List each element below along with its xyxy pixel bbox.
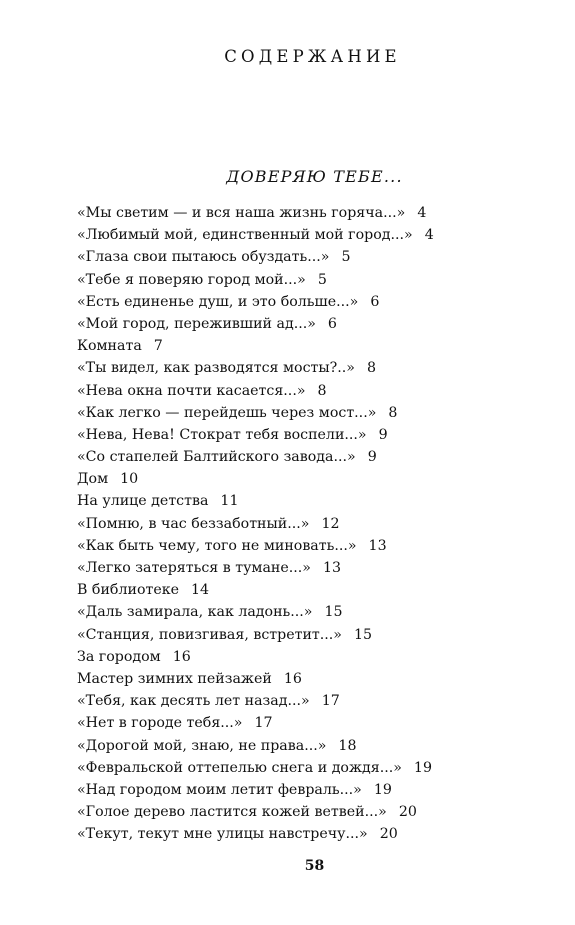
toc-entry-title: «Как легко — перейдешь через мост...» [77,404,377,421]
toc-entry-page: 6 [370,293,380,310]
toc-entry-page: 17 [321,693,340,710]
toc-entry-title: «Есть единенье душ, и это больше...» [77,293,359,310]
toc-entry-page: 4 [424,227,434,244]
toc-entry-title: «Станция, повизгивая, встретит...» [77,626,342,643]
toc-entry-title: «Со стапелей Балтийского завода...» [77,449,356,466]
toc-entry-page: 15 [324,604,343,621]
toc-entry-title: «Нева, Нева! Стократ тебя воспели...» [77,426,367,443]
toc-entry [77,779,547,801]
toc-entry-page: 5 [341,249,351,266]
toc-entry-page: 19 [373,781,392,798]
toc-entry [77,357,547,379]
toc-entry-page: 13 [368,537,387,554]
toc-entry [77,690,547,712]
toc-entry-page: 7 [153,338,163,355]
toc-entry-title: В библиотеке [77,582,179,599]
toc-entry-page: 8 [366,360,377,377]
toc-entry [77,601,547,623]
toc-entry-page: 16 [172,648,191,665]
toc-entry [77,313,547,335]
section-title: ДОВЕРЯЮ ТЕБЕ... [226,167,403,186]
toc-entry [77,624,547,646]
toc-entry-title: Дом [77,471,109,488]
toc-entry-title: «Дорогой мой, знаю, не права...» [77,737,327,754]
toc-entry-title: «Как быть чему, того не миновать...» [77,537,357,554]
toc-entry-page: 8 [317,382,327,399]
toc-entry-page: 18 [338,737,357,754]
toc-entry-title: «Легко затеряться в тумане...» [77,560,311,576]
toc-entry-title: «Глаза свои пытаюсь обуздать...» [77,249,330,266]
toc-entry [77,269,547,291]
toc-entry [77,735,547,757]
toc-entry-title: «Мой город, переживший ад...» [77,315,316,332]
toc-entry [77,291,547,313]
page-title: СОДЕРЖАНИЕ [224,47,401,66]
toc-entry [77,668,547,690]
toc-entry-title: «Ты видел, как разводятся мосты?..» [77,360,355,377]
toc-entry [77,490,547,512]
toc-entry-page: 9 [367,449,377,466]
toc-entry [77,224,547,246]
toc-entry [77,446,547,468]
toc-entry [77,801,547,823]
toc-entry-page: 8 [388,404,398,421]
toc-entry [77,646,547,668]
toc-entry-title: Комната [77,338,142,355]
toc-entry [77,535,547,557]
toc-entry [77,757,547,779]
toc-entry-title: «Любимый мой, единственный мой город...» [77,227,413,244]
toc-entry-page: 16 [283,670,302,687]
toc-entry-title: «Тебе я поверяю город мой...» [77,271,306,288]
toc-entry-page: 9 [378,426,388,443]
toc-entry [77,246,547,268]
toc-entry [77,712,547,734]
toc-entry-page: 4 [417,205,427,221]
toc-entry-title: «Мы светим — и вся наша жизнь горяча...» [77,205,406,221]
page-number: 58 [304,858,325,874]
toc-entry [77,579,547,601]
toc-entry [77,335,547,357]
toc-entry-title: «Голое дерево ластится кожей ветвей...» [77,804,387,821]
toc-entry [77,402,547,424]
toc-entry [77,823,547,845]
toc-entry [77,468,547,490]
toc-entry-page: 12 [321,515,340,532]
toc-entry-page: 13 [322,560,342,576]
toc-entry [77,202,547,224]
toc-entry-title: «Нет в городе тебя...» [77,715,243,732]
toc-entry-page: 19 [413,759,432,776]
toc-entry-title: «Тебя, как десять лет назад...» [77,693,310,710]
toc-entry [77,424,547,446]
toc-entry-title: Мастер зимних пейзажей [77,670,272,687]
toc-entry-title: «Даль замирала, как ладонь...» [77,604,313,621]
toc-entry [77,557,547,579]
toc-entry-page: 17 [254,715,273,732]
toc-entry-title: «Помню, в час беззаботный...» [77,515,310,532]
toc-entry-page: 6 [327,315,337,332]
toc-entry-page: 11 [220,493,239,510]
toc-entry-title: За городом [77,648,161,665]
toc-entry-title: «Текут, текут мне улицы навстречу...» [77,826,368,843]
toc-entry-title: «Февральской оттепелью снега и дождя...» [77,759,402,776]
toc-entry-page: 14 [191,582,210,599]
toc-entry-page: 5 [317,271,327,288]
toc-entry [77,380,547,402]
toc-entry-title: На улице детства [77,493,209,510]
toc-entry-title: «Над городом моим летит февраль...» [77,781,362,798]
toc-entry-page: 10 [120,471,139,488]
toc-entry-page: 20 [379,826,398,843]
toc-entry [77,513,547,535]
toc-entry-page: 15 [353,626,373,643]
toc-entry-title: «Нева окна почти касается...» [77,382,306,399]
toc-entry-page: 20 [398,804,417,821]
table-of-contents [77,202,547,845]
